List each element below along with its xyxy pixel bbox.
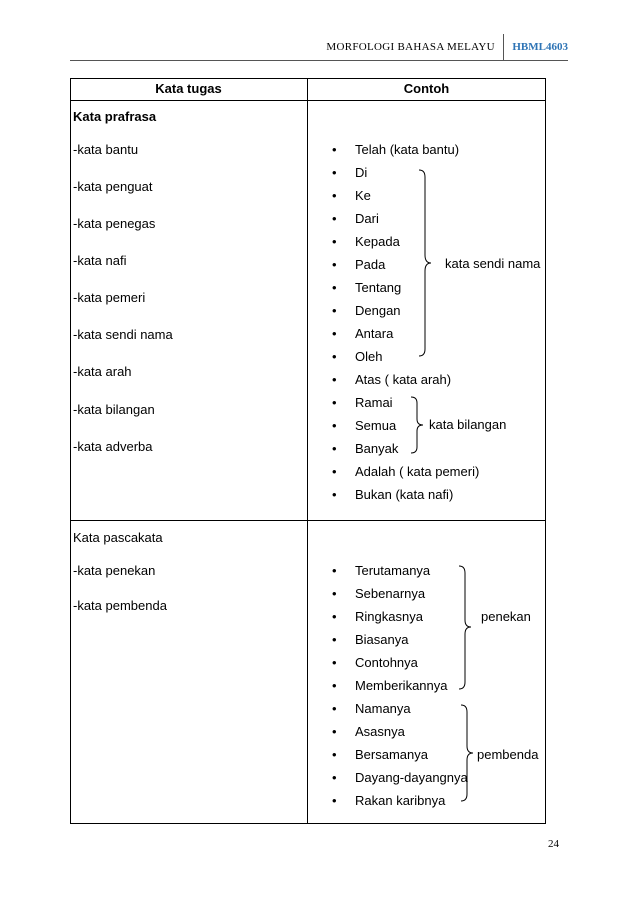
table-row-divider (70, 520, 546, 521)
column-header-contoh: Contoh (403, 81, 450, 96)
list-item: -kata penekan (73, 563, 156, 578)
row-title-kata-prafrasa: Kata prafrasa (73, 109, 157, 124)
list-item: -kata sendi nama (73, 327, 173, 342)
right-brace-icon (458, 565, 472, 690)
list-item: -kata bantu (73, 142, 139, 157)
brace-label-kata-bilangan: kata bilangan (429, 417, 507, 432)
table-header-divider (70, 100, 546, 101)
right-brace-icon (410, 396, 424, 454)
list-item: -kata penegas (73, 216, 156, 231)
row-title-kata-pascakata: Kata pascakata (73, 530, 163, 545)
brace-label-pembenda: pembenda (477, 747, 539, 762)
list-item: -kata adverba (73, 439, 153, 454)
list-item: -kata arah (73, 364, 132, 379)
header-rule (70, 60, 568, 61)
list-item: -kata nafi (73, 253, 127, 268)
list-item: -kata pembenda (73, 598, 167, 613)
table-border-bottom (70, 823, 546, 824)
table-column-divider (307, 78, 308, 824)
right-brace-icon (460, 704, 474, 802)
table-border-left (70, 78, 71, 824)
column-header-kata-tugas: Kata tugas (155, 81, 222, 96)
course-code: HBML4603 (512, 41, 568, 53)
table-border-top (70, 78, 546, 79)
right-brace-icon (418, 169, 432, 357)
list-item: -kata bilangan (73, 402, 155, 417)
table-border-right (545, 78, 546, 824)
list-item: -kata penguat (73, 179, 153, 194)
header-title: MORFOLOGI BAHASA MELAYU (326, 41, 495, 53)
brace-label-penekan: penekan (481, 609, 531, 624)
list-item: -kata pemeri (73, 290, 146, 305)
brace-label-kata-sendi-nama: kata sendi nama (445, 256, 541, 271)
page-number: 24 (548, 838, 559, 850)
kata-tugas-table: Kata tugas Contoh Kata prafrasa -kata bantu -kata penguat -kata penegas -kata nafi -kata pemeri -kata sendi nama -kata arah -kata bilangan -kata adverba • Telah (kata bantu) • Di • Ke • Dari • Kepada • Pada • Tentang • Dengan • Antara • Oleh • Atas ( kata arah) • Ramai • Semua • Banyak • Adalah ( kata pemeri) • Bukan (kata nafi) kata sendi nama kata bilangan Kata pascakata -kata penekan -kata pembenda • Terutamanya • Sebenarnya • Ringkasnya • Biasanya • Contohnya • Memberikannya • Namanya • Asasnya • Bersamanya • Dayang-dayangnya • Rakan karibnya penekan pembenda (70, 78, 546, 824)
